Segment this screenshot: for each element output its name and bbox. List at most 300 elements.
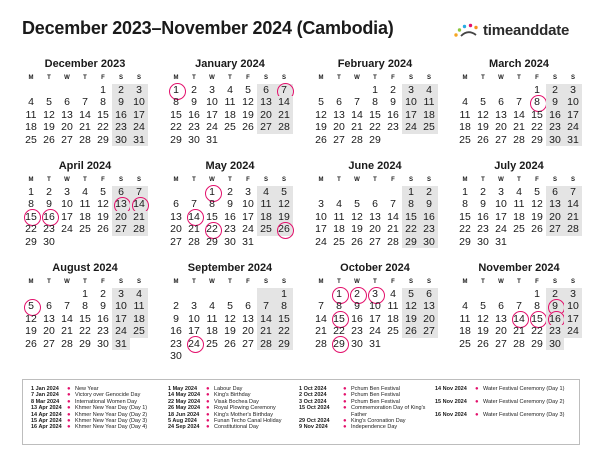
- day-cell[interactable]: 15: [531, 108, 543, 121]
- day-cell[interactable]: 27: [495, 337, 507, 350]
- day-cell[interactable]: 5: [46, 96, 52, 109]
- day-cell[interactable]: 1: [82, 288, 88, 300]
- holiday-day-cell[interactable]: 15: [22, 211, 40, 223]
- day-cell[interactable]: 19: [402, 313, 420, 325]
- day-cell[interactable]: 28: [188, 235, 200, 248]
- day-cell[interactable]: 18: [224, 108, 236, 121]
- day-cell[interactable]: 13: [546, 198, 564, 210]
- day-cell[interactable]: 11: [459, 312, 471, 325]
- holiday-day-cell[interactable]: 14: [130, 198, 148, 210]
- holiday-day-cell[interactable]: 5: [22, 300, 40, 312]
- day-cell[interactable]: 19: [275, 211, 293, 223]
- day-cell[interactable]: 13: [257, 96, 275, 108]
- day-cell[interactable]: 18: [130, 313, 148, 325]
- day-cell[interactable]: 4: [390, 288, 396, 300]
- day-cell[interactable]: 17: [188, 325, 200, 338]
- day-cell[interactable]: 30: [351, 337, 363, 350]
- holiday-day-cell[interactable]: 26: [275, 223, 293, 235]
- day-cell[interactable]: 8: [100, 96, 106, 109]
- day-cell[interactable]: 19: [43, 121, 55, 134]
- day-cell[interactable]: 3: [64, 186, 70, 198]
- holiday-day-cell[interactable]: 13: [112, 198, 130, 210]
- day-cell[interactable]: 26: [97, 223, 109, 236]
- day-cell[interactable]: 20: [43, 325, 55, 338]
- day-cell[interactable]: 17: [206, 108, 218, 121]
- day-cell[interactable]: 30: [477, 235, 489, 248]
- day-cell[interactable]: 29: [459, 235, 471, 248]
- day-cell[interactable]: 25: [459, 133, 471, 146]
- day-cell[interactable]: 24: [130, 121, 148, 133]
- day-cell[interactable]: 18: [257, 211, 275, 223]
- day-cell[interactable]: 14: [61, 312, 73, 325]
- day-cell[interactable]: 27: [242, 337, 254, 350]
- day-cell[interactable]: 21: [130, 211, 148, 223]
- day-cell[interactable]: 1: [372, 84, 378, 96]
- day-cell[interactable]: 7: [564, 186, 582, 198]
- day-cell[interactable]: 16: [420, 211, 438, 223]
- day-cell[interactable]: 12: [97, 198, 109, 211]
- day-cell[interactable]: 7: [130, 186, 148, 198]
- holiday-day-cell[interactable]: 24: [185, 338, 203, 350]
- day-cell[interactable]: 10: [315, 210, 327, 223]
- day-cell[interactable]: 25: [420, 121, 438, 133]
- day-cell[interactable]: 12: [477, 108, 489, 121]
- day-cell[interactable]: 24: [112, 325, 130, 337]
- day-cell[interactable]: 14: [79, 108, 91, 121]
- day-cell[interactable]: 6: [257, 84, 275, 96]
- day-cell[interactable]: 22: [459, 223, 471, 236]
- day-cell[interactable]: 20: [546, 211, 564, 223]
- day-cell[interactable]: 3: [245, 186, 251, 198]
- day-cell[interactable]: 17: [402, 109, 420, 121]
- holiday-day-cell[interactable]: 15: [528, 313, 546, 325]
- day-cell[interactable]: 13: [43, 312, 55, 325]
- day-cell[interactable]: 5: [245, 84, 251, 96]
- day-cell[interactable]: 1: [462, 186, 468, 198]
- day-cell[interactable]: 28: [130, 223, 148, 235]
- day-cell[interactable]: 28: [275, 121, 293, 133]
- day-cell[interactable]: 16: [387, 108, 399, 121]
- day-cell[interactable]: 27: [420, 325, 438, 337]
- day-cell[interactable]: 28: [79, 133, 91, 146]
- day-cell[interactable]: 24: [369, 325, 381, 338]
- day-cell[interactable]: 28: [315, 337, 327, 350]
- day-cell[interactable]: 14: [315, 312, 327, 325]
- day-cell[interactable]: 5: [275, 186, 293, 198]
- day-cell[interactable]: 7: [64, 300, 70, 313]
- day-cell[interactable]: 8: [173, 96, 179, 109]
- day-cell[interactable]: 9: [46, 198, 52, 211]
- day-cell[interactable]: 30: [170, 349, 182, 362]
- day-cell[interactable]: 16: [546, 109, 564, 121]
- day-cell[interactable]: 14: [564, 198, 582, 210]
- day-cell[interactable]: 30: [224, 235, 236, 248]
- day-cell[interactable]: 2: [173, 300, 179, 313]
- day-cell[interactable]: 25: [459, 337, 471, 350]
- day-cell[interactable]: 14: [275, 96, 293, 108]
- day-cell[interactable]: 12: [351, 210, 363, 223]
- day-cell[interactable]: 8: [275, 300, 293, 312]
- day-cell[interactable]: 14: [351, 108, 363, 121]
- day-cell[interactable]: 17: [369, 312, 381, 325]
- day-cell[interactable]: 23: [477, 223, 489, 236]
- day-cell[interactable]: 25: [79, 223, 91, 236]
- day-cell[interactable]: 21: [257, 325, 275, 337]
- day-cell[interactable]: 6: [46, 300, 52, 313]
- day-cell[interactable]: 20: [420, 313, 438, 325]
- day-cell[interactable]: 5: [100, 186, 106, 198]
- day-cell[interactable]: 3: [209, 84, 215, 96]
- day-cell[interactable]: 15: [369, 108, 381, 121]
- day-cell[interactable]: 22: [531, 121, 543, 134]
- day-cell[interactable]: 16: [112, 109, 130, 121]
- day-cell[interactable]: 29: [402, 236, 420, 248]
- day-cell[interactable]: 8: [402, 198, 420, 210]
- day-cell[interactable]: 18: [206, 325, 218, 338]
- day-cell[interactable]: 13: [495, 312, 507, 325]
- day-cell[interactable]: 6: [64, 96, 70, 109]
- day-cell[interactable]: 1: [275, 288, 293, 300]
- day-cell[interactable]: 23: [351, 325, 363, 338]
- day-cell[interactable]: 26: [477, 133, 489, 146]
- day-cell[interactable]: 23: [188, 121, 200, 134]
- day-cell[interactable]: 30: [112, 134, 130, 146]
- day-cell[interactable]: 24: [61, 223, 73, 236]
- day-cell[interactable]: 24: [564, 121, 582, 133]
- day-cell[interactable]: 15: [275, 313, 293, 325]
- day-cell[interactable]: 20: [333, 121, 345, 134]
- day-cell[interactable]: 21: [188, 223, 200, 236]
- day-cell[interactable]: 13: [495, 108, 507, 121]
- day-cell[interactable]: 14: [513, 108, 525, 121]
- day-cell[interactable]: 28: [257, 338, 275, 350]
- day-cell[interactable]: 25: [130, 325, 148, 337]
- day-cell[interactable]: 18: [459, 121, 471, 134]
- day-cell[interactable]: 18: [333, 223, 345, 236]
- day-cell[interactable]: 20: [495, 121, 507, 134]
- day-cell[interactable]: 11: [25, 108, 37, 121]
- day-cell[interactable]: 2: [390, 84, 396, 96]
- holiday-day-cell[interactable]: 9: [546, 300, 564, 312]
- day-cell[interactable]: 17: [495, 210, 507, 223]
- day-cell[interactable]: 7: [191, 198, 197, 211]
- day-cell[interactable]: 17: [112, 313, 130, 325]
- day-cell[interactable]: 25: [224, 121, 236, 134]
- day-cell[interactable]: 10: [242, 198, 254, 211]
- day-cell[interactable]: 16: [170, 325, 182, 338]
- day-cell[interactable]: 4: [28, 96, 34, 109]
- day-cell[interactable]: 18: [79, 210, 91, 223]
- day-cell[interactable]: 29: [97, 133, 109, 146]
- day-cell[interactable]: 2: [480, 186, 486, 198]
- day-cell[interactable]: 4: [516, 186, 522, 198]
- day-cell[interactable]: 10: [112, 300, 130, 312]
- day-cell[interactable]: 17: [315, 223, 327, 236]
- day-cell[interactable]: 4: [130, 288, 148, 300]
- day-cell[interactable]: 9: [191, 96, 197, 109]
- holiday-day-cell[interactable]: 22: [203, 223, 221, 235]
- day-cell[interactable]: 17: [564, 109, 582, 121]
- day-cell[interactable]: 10: [564, 300, 582, 312]
- day-cell[interactable]: 26: [315, 133, 327, 146]
- day-cell[interactable]: 30: [97, 337, 109, 350]
- day-cell[interactable]: 1: [28, 186, 34, 198]
- day-cell[interactable]: 24: [242, 223, 254, 236]
- day-cell[interactable]: 31: [242, 235, 254, 248]
- day-cell[interactable]: 8: [462, 198, 468, 211]
- day-cell[interactable]: 24: [564, 325, 582, 337]
- day-cell[interactable]: 26: [224, 337, 236, 350]
- day-cell[interactable]: 17: [564, 313, 582, 325]
- day-cell[interactable]: 24: [495, 223, 507, 236]
- day-cell[interactable]: 22: [402, 223, 420, 235]
- day-cell[interactable]: 20: [495, 325, 507, 338]
- day-cell[interactable]: 25: [25, 133, 37, 146]
- day-cell[interactable]: 12: [242, 96, 254, 109]
- day-cell[interactable]: 26: [25, 337, 37, 350]
- holiday-day-cell[interactable]: 16: [546, 313, 564, 325]
- day-cell[interactable]: 20: [242, 325, 254, 338]
- day-cell[interactable]: 1: [100, 84, 106, 96]
- day-cell[interactable]: 7: [516, 300, 522, 313]
- day-cell[interactable]: 10: [61, 198, 73, 211]
- day-cell[interactable]: 13: [369, 210, 381, 223]
- day-cell[interactable]: 26: [43, 133, 55, 146]
- day-cell[interactable]: 9: [100, 300, 106, 313]
- day-cell[interactable]: 13: [420, 300, 438, 312]
- day-cell[interactable]: 9: [480, 198, 486, 211]
- day-cell[interactable]: 8: [82, 300, 88, 313]
- day-cell[interactable]: 1: [402, 186, 420, 198]
- holiday-day-cell[interactable]: 1: [330, 288, 348, 300]
- day-cell[interactable]: 2: [46, 186, 52, 198]
- day-cell[interactable]: 19: [477, 325, 489, 338]
- day-cell[interactable]: 21: [351, 121, 363, 134]
- day-cell[interactable]: 12: [315, 108, 327, 121]
- day-cell[interactable]: 22: [369, 121, 381, 134]
- day-cell[interactable]: 28: [513, 133, 525, 146]
- day-cell[interactable]: 11: [420, 96, 438, 108]
- day-cell[interactable]: 31: [369, 337, 381, 350]
- day-cell[interactable]: 21: [315, 325, 327, 338]
- day-cell[interactable]: 3: [130, 84, 148, 96]
- day-cell[interactable]: 17: [130, 109, 148, 121]
- day-cell[interactable]: 25: [206, 337, 218, 350]
- day-cell[interactable]: 10: [188, 312, 200, 325]
- day-cell[interactable]: 11: [130, 300, 148, 312]
- holiday-day-cell[interactable]: 1: [167, 84, 185, 96]
- day-cell[interactable]: 14: [257, 313, 275, 325]
- day-cell[interactable]: 19: [351, 223, 363, 236]
- day-cell[interactable]: 2: [546, 84, 564, 96]
- day-cell[interactable]: 23: [546, 325, 564, 337]
- day-cell[interactable]: 17: [61, 210, 73, 223]
- day-cell[interactable]: 7: [354, 96, 360, 109]
- day-cell[interactable]: 22: [170, 121, 182, 134]
- day-cell[interactable]: 28: [513, 337, 525, 350]
- day-cell[interactable]: 10: [206, 96, 218, 109]
- day-cell[interactable]: 29: [170, 133, 182, 146]
- day-cell[interactable]: 23: [224, 223, 236, 236]
- day-cell[interactable]: 9: [390, 96, 396, 109]
- day-cell[interactable]: 6: [546, 186, 564, 198]
- day-cell[interactable]: 12: [531, 198, 543, 211]
- day-cell[interactable]: 30: [420, 236, 438, 248]
- day-cell[interactable]: 5: [402, 288, 420, 300]
- day-cell[interactable]: 29: [206, 235, 218, 248]
- day-cell[interactable]: 6: [112, 186, 130, 198]
- day-cell[interactable]: 10: [369, 300, 381, 313]
- day-cell[interactable]: 2: [546, 288, 564, 300]
- day-cell[interactable]: 28: [351, 133, 363, 146]
- day-cell[interactable]: 22: [79, 325, 91, 338]
- holiday-day-cell[interactable]: 14: [185, 211, 203, 223]
- day-cell[interactable]: 26: [351, 235, 363, 248]
- day-cell[interactable]: 5: [318, 96, 324, 109]
- day-cell[interactable]: 2: [420, 186, 438, 198]
- day-cell[interactable]: 18: [420, 109, 438, 121]
- day-cell[interactable]: 11: [79, 198, 91, 211]
- day-cell[interactable]: 27: [61, 133, 73, 146]
- day-cell[interactable]: 27: [546, 223, 564, 235]
- day-cell[interactable]: 13: [333, 108, 345, 121]
- day-cell[interactable]: 15: [206, 210, 218, 223]
- day-cell[interactable]: 20: [61, 121, 73, 134]
- day-cell[interactable]: 12: [477, 312, 489, 325]
- day-cell[interactable]: 18: [25, 121, 37, 134]
- day-cell[interactable]: 25: [513, 223, 525, 236]
- day-cell[interactable]: 19: [315, 121, 327, 134]
- day-cell[interactable]: 10: [495, 198, 507, 211]
- day-cell[interactable]: 19: [97, 210, 109, 223]
- day-cell[interactable]: 4: [462, 300, 468, 313]
- day-cell[interactable]: 12: [43, 108, 55, 121]
- holiday-day-cell[interactable]: 15: [330, 313, 348, 325]
- day-cell[interactable]: 22: [531, 325, 543, 338]
- day-cell[interactable]: 11: [333, 210, 345, 223]
- day-cell[interactable]: 11: [224, 96, 236, 109]
- day-cell[interactable]: 31: [564, 134, 582, 146]
- day-cell[interactable]: 7: [82, 96, 88, 109]
- day-cell[interactable]: 18: [513, 210, 525, 223]
- day-cell[interactable]: 8: [372, 96, 378, 109]
- day-cell[interactable]: 30: [43, 235, 55, 248]
- day-cell[interactable]: 6: [245, 300, 251, 313]
- day-cell[interactable]: 3: [498, 186, 504, 198]
- day-cell[interactable]: 21: [387, 223, 399, 236]
- day-cell[interactable]: 24: [315, 235, 327, 248]
- day-cell[interactable]: 28: [387, 235, 399, 248]
- day-cell[interactable]: 6: [336, 96, 342, 109]
- day-cell[interactable]: 6: [498, 96, 504, 109]
- day-cell[interactable]: 27: [369, 235, 381, 248]
- holiday-day-cell[interactable]: 1: [203, 186, 221, 198]
- day-cell[interactable]: 3: [318, 198, 324, 211]
- day-cell[interactable]: 24: [402, 121, 420, 133]
- day-cell[interactable]: 18: [387, 312, 399, 325]
- day-cell[interactable]: 29: [531, 337, 543, 350]
- day-cell[interactable]: 9: [546, 96, 564, 108]
- day-cell[interactable]: 7: [257, 300, 275, 312]
- holiday-day-cell[interactable]: 29: [330, 338, 348, 350]
- day-cell[interactable]: 21: [564, 211, 582, 223]
- day-cell[interactable]: 22: [25, 223, 37, 236]
- day-cell[interactable]: 4: [82, 186, 88, 198]
- day-cell[interactable]: 15: [97, 108, 109, 121]
- day-cell[interactable]: 29: [25, 235, 37, 248]
- day-cell[interactable]: 20: [257, 109, 275, 121]
- day-cell[interactable]: 3: [402, 84, 420, 96]
- day-cell[interactable]: 16: [351, 312, 363, 325]
- day-cell[interactable]: 3: [564, 288, 582, 300]
- day-cell[interactable]: 30: [546, 134, 564, 146]
- day-cell[interactable]: 8: [209, 198, 215, 211]
- day-cell[interactable]: 31: [130, 134, 148, 146]
- day-cell[interactable]: 13: [170, 210, 182, 223]
- day-cell[interactable]: 31: [495, 235, 507, 248]
- day-cell[interactable]: 23: [546, 121, 564, 133]
- day-cell[interactable]: 16: [477, 210, 489, 223]
- day-cell[interactable]: 12: [275, 198, 293, 210]
- day-cell[interactable]: 27: [495, 133, 507, 146]
- day-cell[interactable]: 1: [534, 288, 540, 300]
- day-cell[interactable]: 23: [43, 223, 55, 236]
- day-cell[interactable]: 5: [227, 300, 233, 313]
- day-cell[interactable]: 27: [170, 235, 182, 248]
- holiday-day-cell[interactable]: 8: [528, 96, 546, 108]
- day-cell[interactable]: 4: [227, 84, 233, 96]
- day-cell[interactable]: 9: [354, 300, 360, 313]
- holiday-day-cell[interactable]: 14: [510, 313, 528, 325]
- logo[interactable]: [452, 20, 569, 40]
- day-cell[interactable]: 9: [173, 312, 179, 325]
- day-cell[interactable]: 27: [257, 121, 275, 133]
- day-cell[interactable]: 22: [97, 121, 109, 134]
- day-cell[interactable]: 27: [333, 133, 345, 146]
- holiday-day-cell[interactable]: 3: [366, 288, 384, 300]
- day-cell[interactable]: 17: [242, 210, 254, 223]
- day-cell[interactable]: 4: [336, 198, 342, 211]
- day-cell[interactable]: 3: [112, 288, 130, 300]
- day-cell[interactable]: 20: [369, 223, 381, 236]
- day-cell[interactable]: 3: [564, 84, 582, 96]
- day-cell[interactable]: 31: [206, 133, 218, 146]
- day-cell[interactable]: 29: [79, 337, 91, 350]
- day-cell[interactable]: 4: [209, 300, 215, 313]
- day-cell[interactable]: 4: [257, 186, 275, 198]
- day-cell[interactable]: 6: [173, 198, 179, 211]
- day-cell[interactable]: 4: [420, 84, 438, 96]
- day-cell[interactable]: 30: [188, 133, 200, 146]
- day-cell[interactable]: 25: [387, 325, 399, 338]
- day-cell[interactable]: 6: [420, 288, 438, 300]
- day-cell[interactable]: 19: [477, 121, 489, 134]
- day-cell[interactable]: 26: [477, 337, 489, 350]
- day-cell[interactable]: 11: [513, 198, 525, 211]
- day-cell[interactable]: 25: [257, 223, 275, 235]
- day-cell[interactable]: 9: [112, 96, 130, 108]
- day-cell[interactable]: 15: [170, 108, 182, 121]
- day-cell[interactable]: 10: [402, 96, 420, 108]
- day-cell[interactable]: 15: [79, 312, 91, 325]
- day-cell[interactable]: 7: [516, 96, 522, 109]
- day-cell[interactable]: 29: [275, 338, 293, 350]
- day-cell[interactable]: 21: [513, 325, 525, 338]
- day-cell[interactable]: 11: [387, 300, 399, 313]
- day-cell[interactable]: 29: [531, 133, 543, 146]
- day-cell[interactable]: 5: [354, 198, 360, 211]
- day-cell[interactable]: 16: [188, 108, 200, 121]
